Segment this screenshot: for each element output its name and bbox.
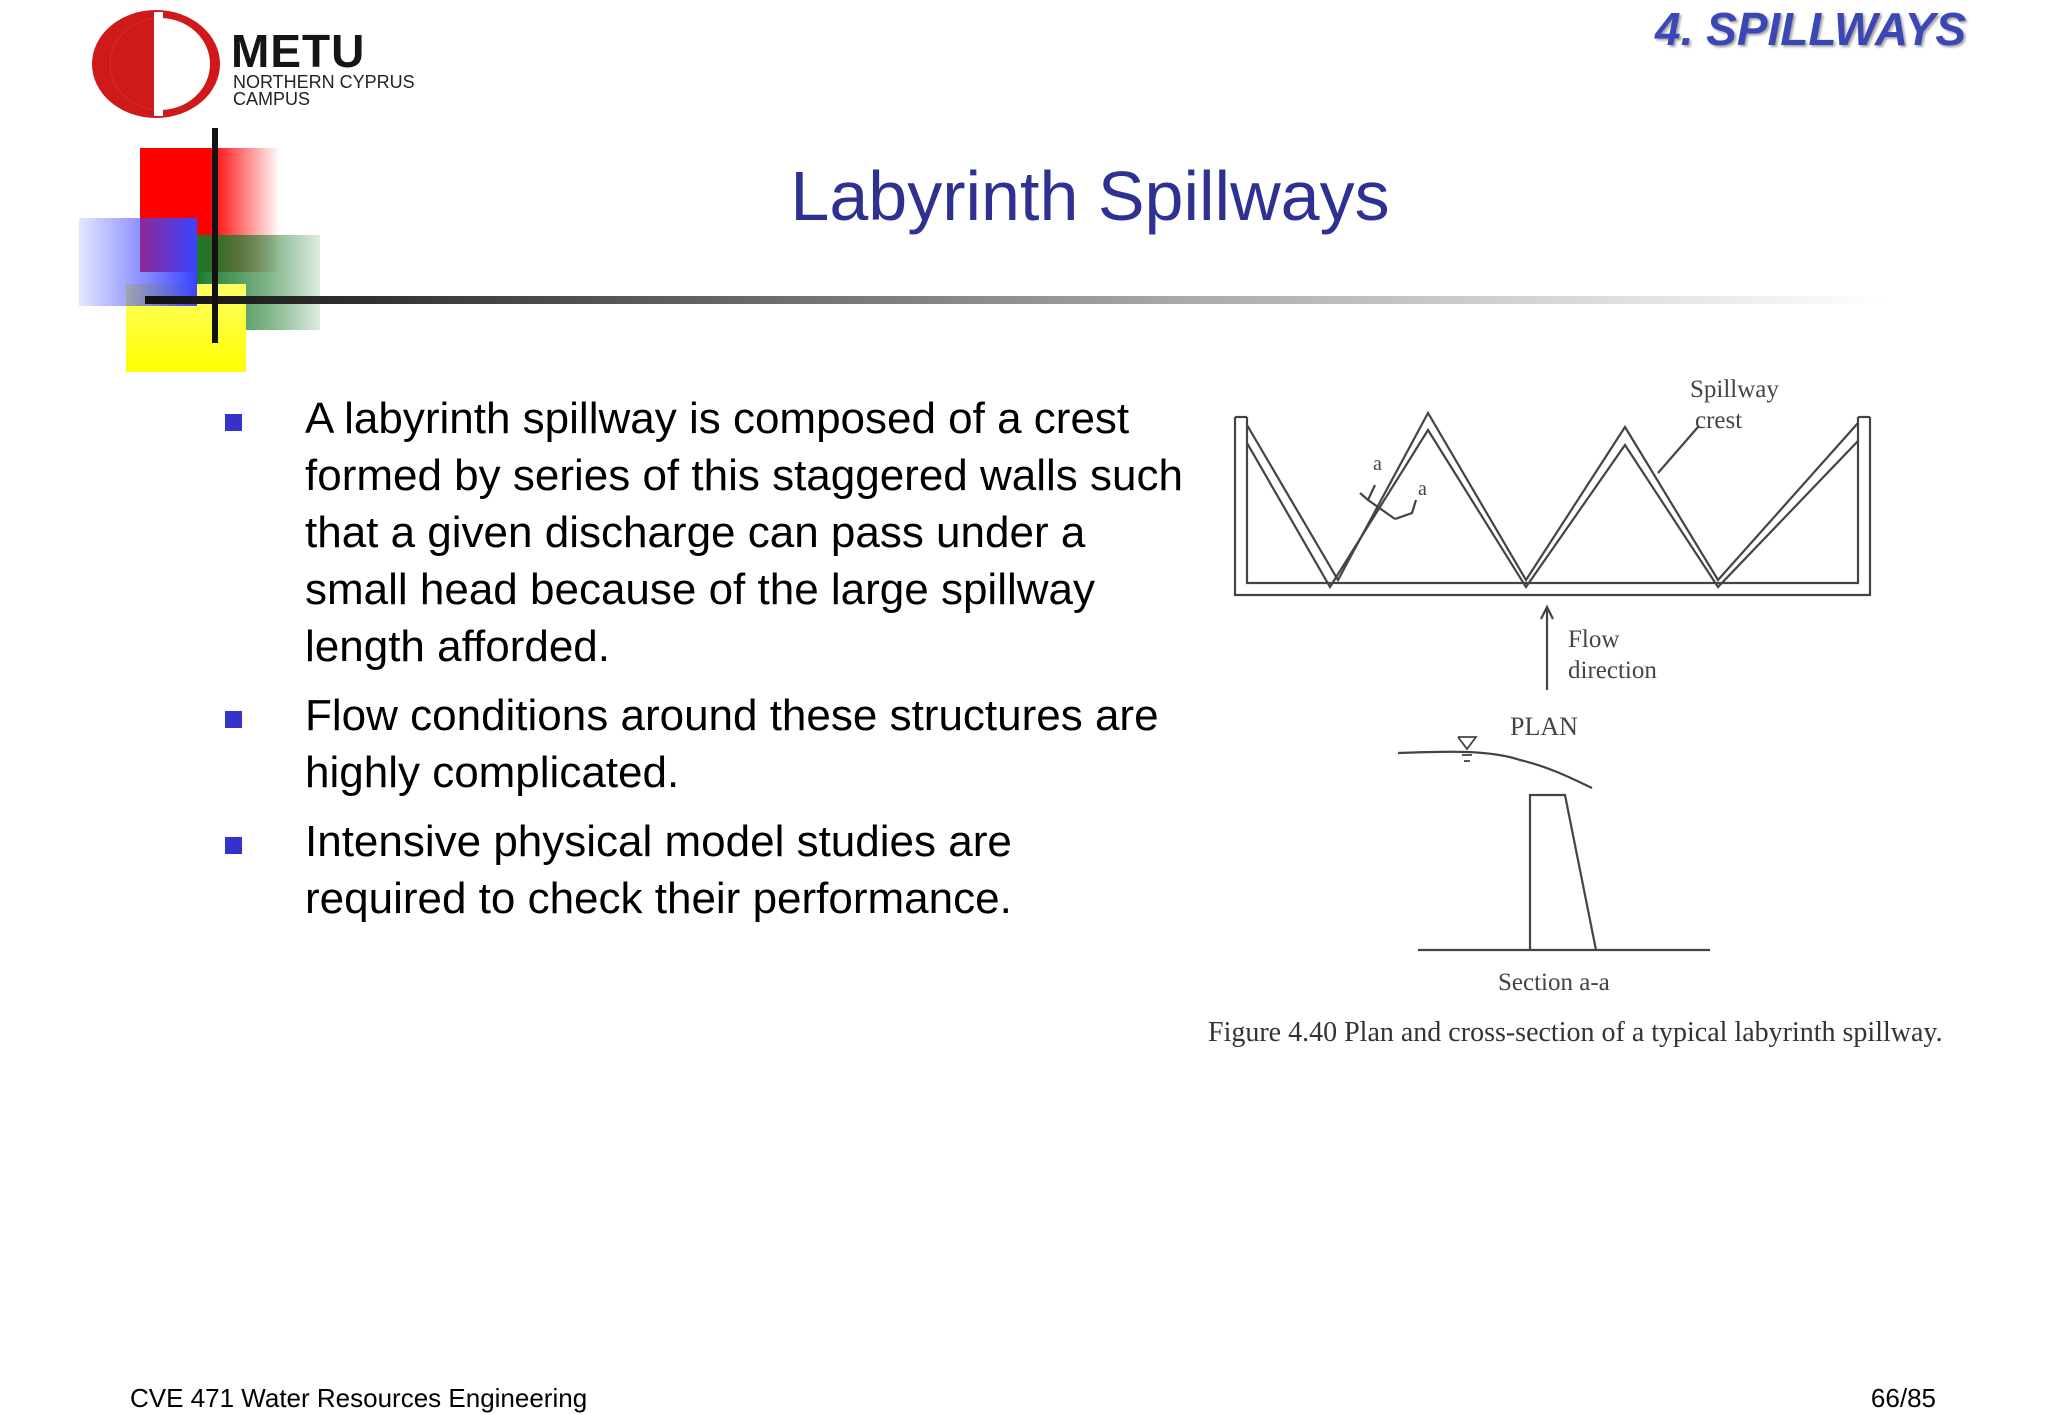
title-underline — [145, 296, 1885, 304]
logo-subtitle-line2: CAMPUS — [233, 89, 311, 109]
label-flow: Flow — [1568, 626, 1620, 653]
label-spillway: Spillway — [1690, 376, 1779, 403]
label-section: Section a-a — [1498, 969, 1610, 996]
page-number: 66/85 — [1870, 1383, 1936, 1413]
label-a-bottom: a — [1418, 478, 1427, 500]
section-label: 4. SPILLWAYS — [1655, 3, 1966, 55]
plan-view — [1235, 413, 1870, 690]
square-bullet-icon — [225, 711, 242, 728]
label-a-top: a — [1373, 453, 1382, 475]
bullet-text: Intensive physical model studies are required to check their performance. — [305, 817, 1012, 923]
bullet-text: A labyrinth spillway is composed of a crest formed by series of this staggered walls such that a given discharge can pass under a small head because of the large spillway length afforded. — [305, 394, 1183, 671]
bullet-item — [225, 390, 1185, 675]
bullet-text: Flow conditions around these structures are highly complicated. — [305, 691, 1159, 797]
logo — [88, 6, 428, 124]
labyrinth-spillway-figure — [1190, 355, 2010, 1075]
metu-logo-icon — [88, 6, 226, 122]
bullet-item — [225, 687, 1185, 801]
bullet-list — [225, 390, 1185, 939]
logo-name: METU — [231, 25, 366, 77]
footer-course: CVE 471 Water Resources Engineering — [130, 1383, 588, 1413]
label-crest: crest — [1695, 407, 1743, 434]
figure-caption: Figure 4.40 Plan and cross-section of a typical labyrinth spillway. — [1208, 1017, 1943, 1048]
square-bullet-icon — [225, 414, 242, 431]
section-view — [1398, 737, 1710, 950]
label-direction: direction — [1568, 657, 1657, 684]
square-bullet-icon — [225, 837, 242, 854]
logo-subtitle-line1: NORTHERN CYPRUS — [233, 72, 415, 92]
page-title: Labyrinth Spillways — [790, 157, 1390, 235]
spillway-diagram — [1190, 355, 2010, 1075]
bullet-item — [225, 813, 1185, 927]
label-plan: PLAN — [1510, 712, 1578, 741]
